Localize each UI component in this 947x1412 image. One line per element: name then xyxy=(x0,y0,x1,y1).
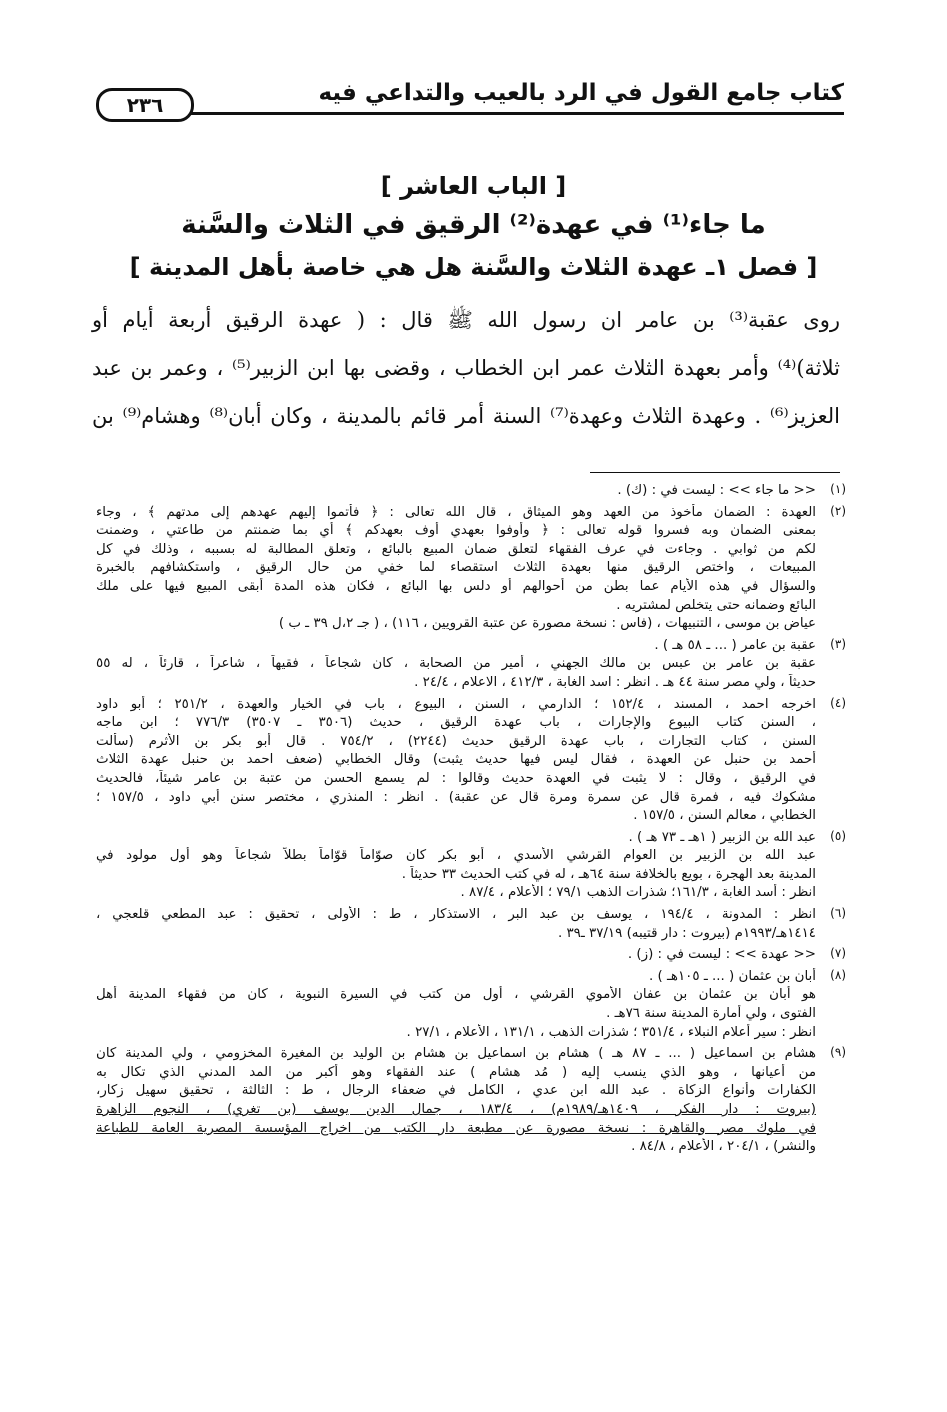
footnote-line: والسؤال في هذه الأيام عما بطن من أحوالهم أو دلس بها البائع ، فكان هذه المدة أبقى المبيع فيها على ملك xyxy=(96,578,816,594)
body-line: ثلاثة)⁽⁴⁾ وأمر بعهدة الثلاث عمر ابن الخطاب ، وقضى بها ابن الزبير⁽⁵⁾ ، وعمر بن عبد xyxy=(92,356,840,380)
footnote-line: مشكوك فيه ، فمرة قال عن سمرة ومرة قال عن عقبة) . انظر : المنذري ، مختصر سنن أبي داود ، ١٥٧/٥ ؛ xyxy=(96,789,816,805)
footnote xyxy=(96,946,846,965)
footnote-number: (٤) xyxy=(830,695,846,710)
footnote-line: في الرقيق ، وقال : لا يثبت في العهدة حديث وقالوا : لم يسمع الحسن من عتبة بن عامر شيئاً، فالحديث xyxy=(96,770,816,786)
footnote-number: (٥) xyxy=(830,828,846,843)
footnote-line: العهدة : الضمان مأخوذ من العهد وهو الميثاق ، قال الله تعالى : ﴿ فأتموا إليهم عهدهم إلى مدتهم ﴾ ، وجاء xyxy=(96,504,816,520)
footnote-line: والنشر) ، ٢٠٤/١ ، الأعلام ، ٨٤/٨ . xyxy=(631,1139,816,1155)
footnote-line: عقبة بن عامر ( ... ـ ٥٨ هـ ) . xyxy=(654,637,816,653)
book-title: كتاب جامع القول في الرد بالعيب والتداعي فيه xyxy=(318,80,844,106)
footnote-line: عقبة بن عامر بن عبس بن مالك الجهني ، أمير من الصحابة ، كان شجاعاً ، فقيهاً ، شاعراً ، قارئاً ، له ٥٥ xyxy=(96,656,816,672)
footnote-line: انظر : المدونة ، ١٩٤/٤ ، يوسف بن عبد البر ، الاستذكار ، ط : الأولى ، تحقيق : عبد المطعي قلعجي ، xyxy=(96,907,816,923)
footnote-line: أبان بن عثمان ( ... ـ ١٠٥هـ ) . xyxy=(649,968,816,984)
footnote-line: الفتوى ، ولي أمارة المدينة سنة ٧٦هـ . xyxy=(606,1006,816,1022)
footnote-line: عياض بن موسى ، التنبيهات ، (فاس : نسخة مصورة عن عتبة القرويين ، ١١٦) ، ( جـ ٢،ل ٣٩ ـ ب ) xyxy=(278,616,816,632)
body-line: العزيز⁽⁶⁾ . وعهدة الثلاث وعهدة⁽⁷⁾ السنة أمر قائم بالمدينة ، وكان أبان⁽⁸⁾ وهشام⁽⁹⁾ بن xyxy=(92,404,840,428)
footnote-line: ١٤١٤هـ/١٩٩٣م (بيروت : دار قتيبه) ٣٧/١٩ ـ٣٩ . xyxy=(557,925,816,941)
footnote-line: هشام بن اسماعيل ( ... ـ ٨٧ هـ ) هشام بن اسماعيل بن هشام بن الوليد بن المغيرة المخزومي ، ولي المدينة كان xyxy=(96,1046,816,1062)
footnote-line: أحمد بن حنبل عن العهدة ، فقال ليس فيها حديث يثبت) وقال الخطابي (ضعف احمد بن حنبل عهدة الثلاث xyxy=(96,752,816,768)
footnote-line: انظر : سير أعلام النبلاء ، ٣٥١/٤ ؛ شذرات الذهب ، ١٣١/١ ، الأعلام ، ٢٧/١ . xyxy=(406,1024,816,1040)
section-title: ما جاء⁽¹⁾ في عهدة⁽²⁾ الرقيق في الثلاث والسَّنة xyxy=(181,210,766,240)
footnotes xyxy=(96,482,846,1160)
footnote-line: هو أبان بن عثمان بن عفان الأموي القرشي ، أول من كتب في السيرة النبوية ، كان من فقهاء المدينة أهل xyxy=(96,987,816,1003)
section-subheading: [ فصل ١ـ عهدة الثلاث والسَّنة هل هي خاصة بأهل المدينة ] xyxy=(129,253,818,281)
footnote xyxy=(96,906,846,943)
footnote-line: المدينة بعد الهجرة ، بويع بالخلافة سنة ٦٤هـ ، له في كتب الحديث ٣٣ حديثاً . xyxy=(401,866,816,882)
footnote-separator xyxy=(590,472,840,473)
chapter-heading: [ الباب العاشر ] xyxy=(380,172,567,200)
footnote-line: في ملوك مصر والقاهرة : نسخة مصورة عن مطبعة دار الكتب من اخراج المؤسسة المصرية العامة للطباعة xyxy=(96,1120,816,1136)
footnote-line: عبد الله بن الزبير بن العوام القرشي الأسدي ، أبو بكر كان صوّاماً قوّاماً بطلاً شجاعاً وهو أول مولود في xyxy=(96,848,816,864)
footnote-line: انظر : أسد الغابة ، ١٦١/٣؛ شذرات الذهب ٧٩/١ ؛ الأعلام ، ٨٧/٤ . xyxy=(460,885,816,901)
page-number: ٢٣٦ xyxy=(96,88,194,122)
footnote-number: (٢) xyxy=(830,503,846,518)
running-header xyxy=(96,78,844,120)
footnote-line: حديثاً ، ولي مصر سنة ٤٤ هـ . انظر : اسد الغابة ، ٤١٢/٣ ، الاعلام ، ٢٤/٤ . xyxy=(414,674,816,690)
footnote-line: (بيروت : دار الفكر ، ١٤٠٩هـ/١٩٨٩م) ، ١٨٣/٤ ، جمال الدين يوسف (بن تغري) ، النجوم الزاهرة xyxy=(96,1102,816,1117)
footnote-line: الكفارات وأنواع الزكاة . عبد الله ابن عدي ، الكامل في ضعفاء الرجال ، ط : الثالثة ، تحقيق سهيل زكار، xyxy=(96,1083,816,1099)
footnote xyxy=(96,829,846,903)
footnote-line: البائع وضمانه حتى يتخلص لمشتريه . xyxy=(616,597,816,613)
footnote-line: << عهدة >> : ليست في : (ز) . xyxy=(627,947,816,963)
footnote-number: (٩) xyxy=(830,1045,846,1060)
footnote-line: المبيعات ، واختص الرقيق منها بعهدة الثلاث استقصاء لما خفي من حال الرقيق ، واستكشافهم بالخبرة xyxy=(96,560,816,576)
footnote-number: (٦) xyxy=(830,906,846,921)
footnote-number: (٣) xyxy=(830,636,846,651)
footnote-line: لكم من ثوابي . وجاءت في عرف الفقهاء لتعلق ضمان المبيع بالبائع ، وتعلق المطالبة له بسببه ، وذلك في كل xyxy=(96,541,816,557)
body-line: روى عقبة⁽³⁾ بن عامر ان رسول الله ﷺ قال : ( عهدة الرقيق أربعة أيام أو xyxy=(92,308,840,332)
footnote xyxy=(96,482,846,501)
footnote-line: الخطابي ، معالم السنن ، ١٥٧/٥ . xyxy=(633,808,816,824)
footnote-number: (١) xyxy=(830,482,846,496)
footnote-line: السنن ، كتاب التجارات ، باب عهدة الرقيق حديث (٢٢٤٤) ، ٧٥٤/٢ . قال أبو بكر بن الأثرم (سألت xyxy=(96,733,816,749)
body-text xyxy=(92,296,840,440)
footnote xyxy=(96,504,846,634)
footnote-line: بمعنى الضمان وبه فسروا قوله تعالى : ﴿ وأوفوا بعهدي أوف بعهدكم ﴾ أي بما ضمنتم من طاعتي ، وضمنت xyxy=(96,523,816,539)
footnote-number: (٨) xyxy=(830,967,846,982)
footnote-line: عبد الله بن الزبير ( ١هـ ـ ٧٣ هـ ) . xyxy=(628,829,816,845)
footnote xyxy=(96,1045,846,1157)
footnote xyxy=(96,637,846,693)
footnote xyxy=(96,696,846,826)
footnote-number: (٧) xyxy=(830,946,846,961)
footnote-line: من أعيانها ، وهو الذي ينسب إليه ( مُد هشام ) عند الفقهاء وهو أكبر من المد المدني الذي تكال به xyxy=(96,1064,816,1080)
footnote xyxy=(96,968,846,1042)
footnote-line: اخرجه احمد ، المسند ، ١٥٢/٤ ؛ الدارمي ، السنن ، البيوع ، باب في الخيار والعهدة ، ٢٥١/٢ ؛ أبو داود xyxy=(96,696,816,712)
footnote-line: ، السنن كتاب البيوع والإجارات ، باب عهدة الرقيق ، حديث (٣٥٠٦ ـ ٣٥٠٧) ٧٧٦/٣ ؛ ابن ماجه xyxy=(96,715,816,731)
header-rule xyxy=(182,112,844,115)
footnote-line: << ما جاء >> : ليست في : (ك) . xyxy=(617,483,816,498)
